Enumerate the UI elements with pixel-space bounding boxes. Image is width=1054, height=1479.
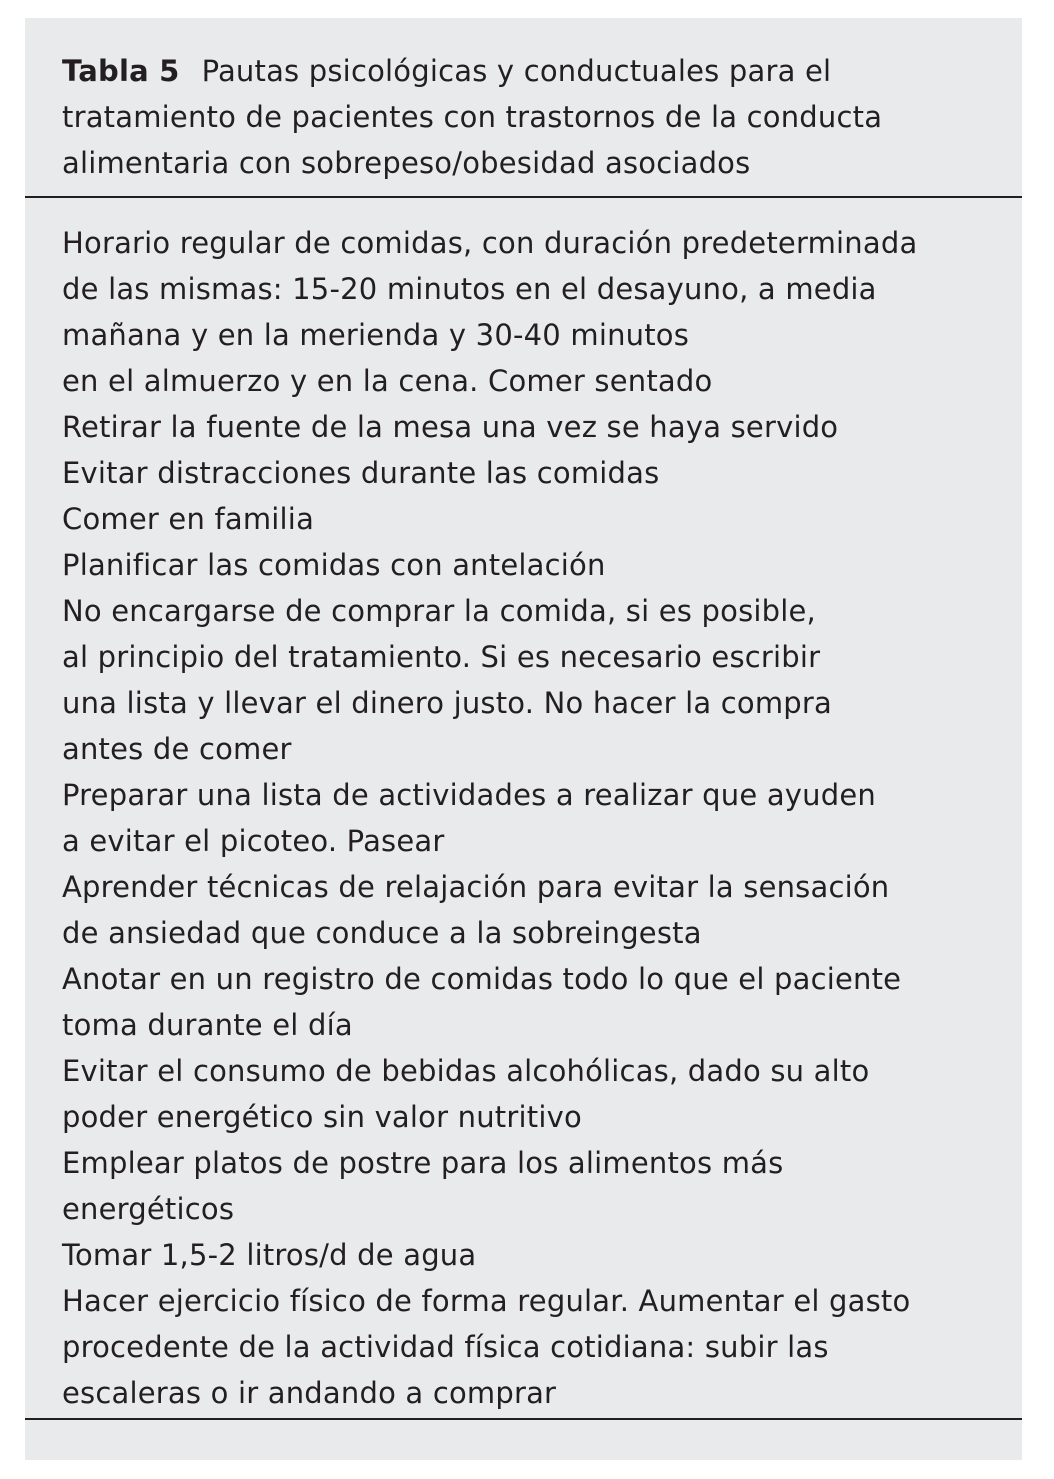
guideline-line: de las mismas: 15-20 minutos en el desayuno, a media [62,272,877,306]
guideline-line: escaleras o ir andando a comprar [62,1376,557,1410]
table-title-line: alimentaria con sobrepeso/obesidad asociados [62,146,751,180]
guideline-item [62,1048,1007,1140]
footer-rule [25,1418,1022,1420]
table-title-line: Pautas psicológicas y conductuales para el [201,54,832,88]
guideline-item [62,1140,1007,1232]
header-rule [25,196,1022,198]
guideline-item [62,864,1007,956]
guideline-line: Hacer ejercicio físico de forma regular. Aumentar el gasto [62,1284,911,1318]
guideline-item [62,772,1007,864]
guideline-line: poder energético sin valor nutritivo [62,1100,582,1134]
guideline-line: antes de comer [62,732,292,766]
guideline-item [62,542,1007,588]
guideline-line: Tomar 1,5-2 litros/d de agua [62,1238,477,1272]
guideline-list [62,220,1007,1416]
guideline-line: Preparar una lista de actividades a realizar que ayuden [62,778,876,812]
guideline-line: en el almuerzo y en la cena. Comer sentado [62,364,713,398]
guideline-line: Planificar las comidas con antelación [62,548,606,582]
guideline-item [62,1232,1007,1278]
guideline-item [62,956,1007,1048]
table-title-line: tratamiento de pacientes con trastornos de la conducta [62,100,883,134]
guideline-item [62,450,1007,496]
guideline-line: Emplear platos de postre para los alimentos más [62,1146,784,1180]
guideline-line: al principio del tratamiento. Si es necesario escribir [62,640,821,674]
guideline-line: mañana y en la merienda y 30-40 minutos [62,318,690,352]
table-panel [25,18,1022,1460]
guideline-line: Evitar distracciones durante las comidas [62,456,660,490]
guideline-line: de ansiedad que conduce a la sobreingesta [62,916,702,950]
guideline-line: Comer en familia [62,502,315,536]
guideline-line: a evitar el picoteo. Pasear [62,824,445,858]
guideline-line: Evitar el consumo de bebidas alcohólicas, dado su alto [62,1054,870,1088]
guideline-item [62,404,1007,450]
guideline-line: Retirar la fuente de la mesa una vez se haya servido [62,410,839,444]
guideline-line: No encargarse de comprar la comida, si es posible, [62,594,816,628]
table-label: Tabla 5 [62,54,180,88]
guideline-line: Aprender técnicas de relajación para evitar la sensación [62,870,890,904]
guideline-line: toma durante el día [62,1008,353,1042]
table-caption [62,48,992,186]
guideline-line: energéticos [62,1192,235,1226]
guideline-line: procedente de la actividad física cotidiana: subir las [62,1330,829,1364]
guideline-item [62,588,1007,772]
guideline-item [62,1278,1007,1416]
guideline-line: Anotar en un registro de comidas todo lo que el paciente [62,962,902,996]
guideline-item [62,496,1007,542]
guideline-line: una lista y llevar el dinero justo. No hacer la compra [62,686,832,720]
guideline-item [62,220,1007,404]
guideline-line: Horario regular de comidas, con duración predeterminada [62,226,918,260]
